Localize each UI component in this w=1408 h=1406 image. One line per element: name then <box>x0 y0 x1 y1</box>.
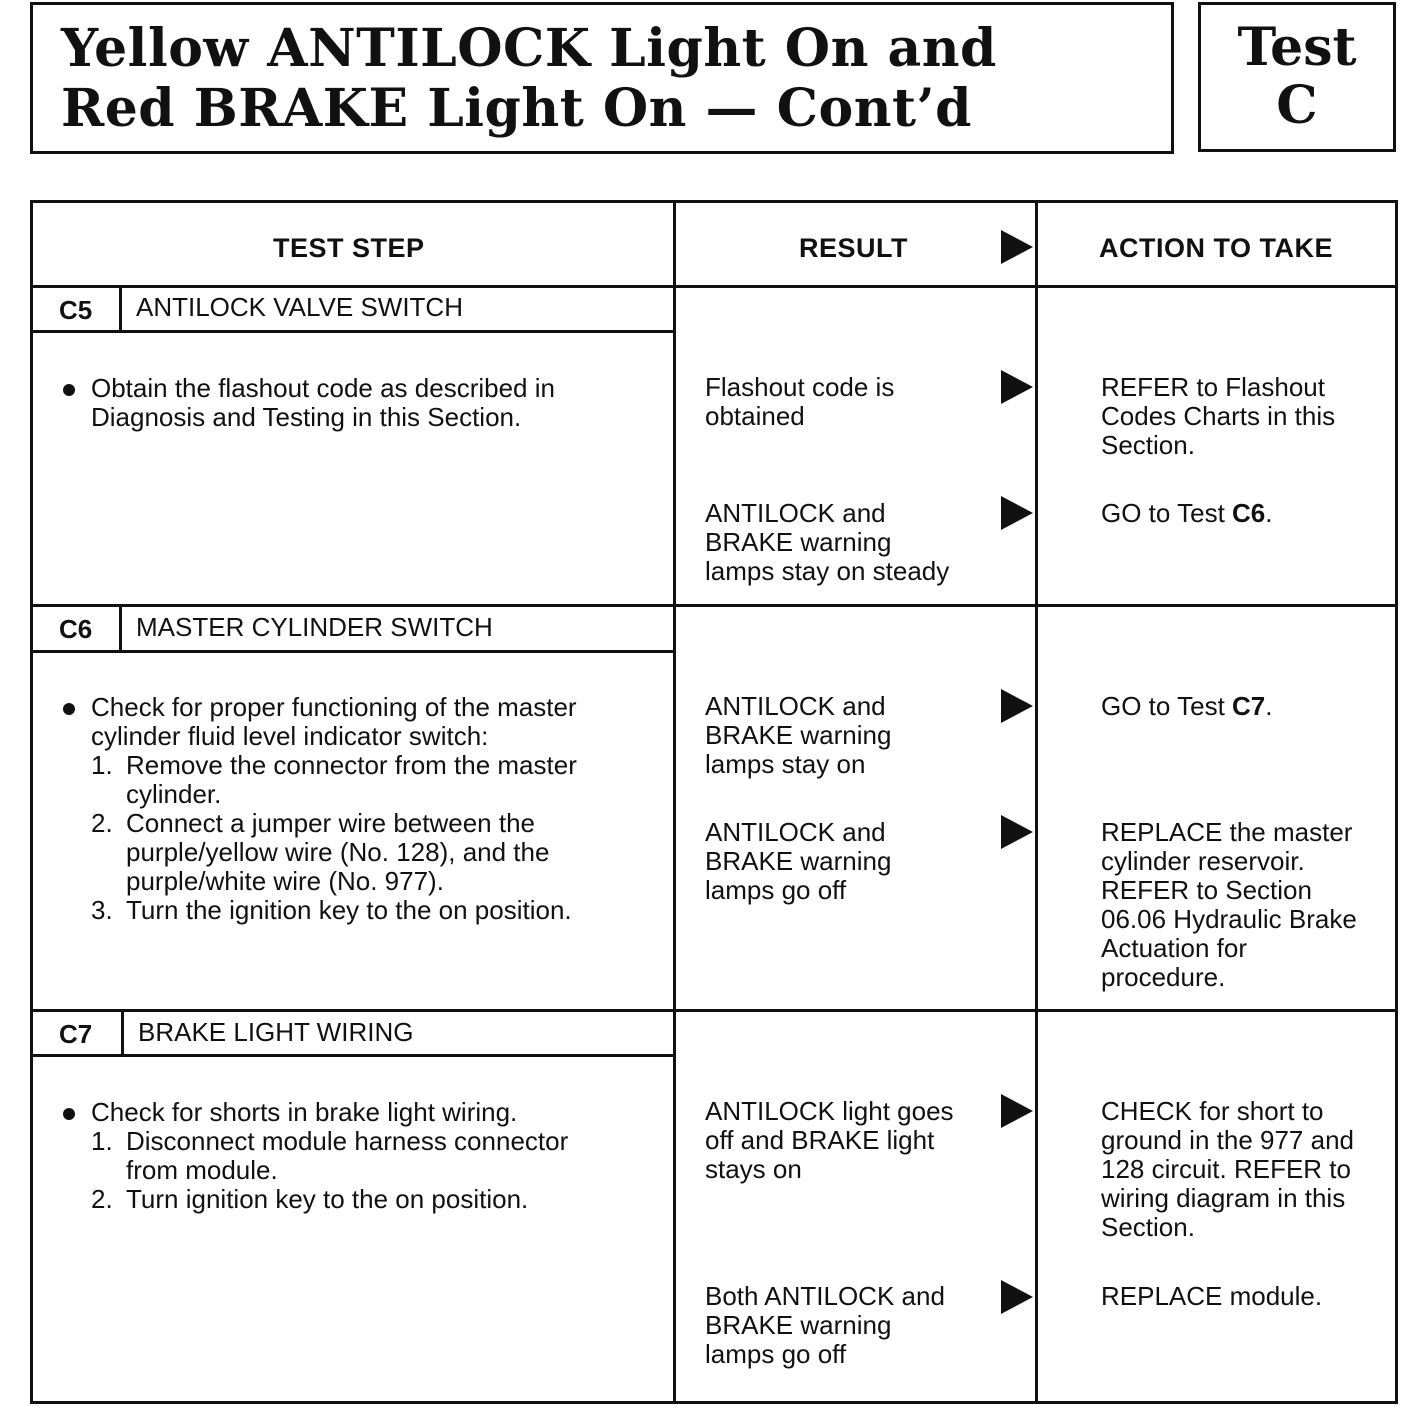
step-title: ANTILOCK VALVE SWITCH <box>136 292 463 322</box>
result-text: Flashout code is obtained <box>705 372 895 431</box>
sub-step-number: 2. <box>91 808 113 838</box>
step-instructions: Obtain the flashout code as described in Diagnosis and Testing in this Section. <box>91 373 555 432</box>
test-label: Test <box>1237 17 1357 78</box>
action-text <box>1101 692 1273 721</box>
test-reference: C6 <box>1232 498 1266 528</box>
sub-step-number: 2. <box>91 1184 113 1214</box>
step-title-divider <box>33 330 673 333</box>
arrow-icon <box>1001 1094 1033 1128</box>
column-divider <box>673 203 676 1401</box>
bullet-icon <box>63 384 75 396</box>
header-divider <box>33 285 1395 288</box>
arrow-icon <box>1001 230 1033 264</box>
title-box <box>30 2 1174 154</box>
result-text: ANTILOCK and BRAKE warning lamps go off <box>705 817 892 905</box>
action-text: REFER to Flashout Codes Charts in this Section. <box>1101 372 1336 460</box>
arrow-icon <box>1001 815 1033 849</box>
step-id: C5 <box>59 295 93 325</box>
step-id-divider <box>121 1011 124 1055</box>
step-title: BRAKE LIGHT WIRING <box>138 1017 414 1047</box>
step-id-divider <box>119 606 122 651</box>
bullet-icon <box>63 1108 75 1120</box>
action-text: REPLACE module. <box>1101 1281 1323 1311</box>
action-prefix: GO to Test <box>1101 498 1233 528</box>
sub-step-number: 1. <box>91 1126 113 1156</box>
arrow-icon <box>1001 689 1033 723</box>
column-header-test-step: TEST STEP <box>273 233 425 263</box>
arrow-icon <box>1001 1280 1033 1314</box>
step-id: C7 <box>59 1019 93 1049</box>
sub-step-number: 3. <box>91 895 113 925</box>
sub-step-number: 1. <box>91 750 113 780</box>
step-title-divider <box>33 1054 673 1057</box>
step-id: C6 <box>59 614 93 644</box>
action-suffix: . <box>1265 498 1273 528</box>
arrow-icon <box>1001 496 1033 530</box>
action-suffix: . <box>1265 691 1273 721</box>
test-letter: C <box>1276 75 1318 136</box>
action-prefix: GO to Test <box>1101 691 1233 721</box>
title-line-2: Red BRAKE Light On — Cont’d <box>61 78 972 139</box>
sub-step-text: Disconnect module harness connector from module. <box>126 1126 569 1185</box>
sub-step-text: Connect a jumper wire between the purple/yellow wire (No. 128), and the purple/white wire (No. 977). <box>126 808 550 896</box>
action-text: CHECK for short to ground in the 977 and 128 circuit. REFER to wiring diagram in this Section. <box>1101 1096 1354 1242</box>
action-text: REPLACE the master cylinder reservoir. REFER to Section 06.06 Hydraulic Brake Actuation for procedure. <box>1101 817 1357 992</box>
column-header-action: ACTION TO TAKE <box>1099 233 1333 263</box>
column-header-result: RESULT <box>799 233 908 263</box>
title-line-1: Yellow ANTILOCK Light On and <box>61 18 997 79</box>
bullet-icon <box>63 703 75 715</box>
row-divider <box>33 1009 1395 1012</box>
step-title: MASTER CYLINDER SWITCH <box>136 612 493 642</box>
sub-step-text: Turn the ignition key to the on position. <box>126 895 572 925</box>
column-divider <box>1035 203 1038 1401</box>
row-divider <box>33 604 1395 607</box>
sub-step-text: Turn ignition key to the on position. <box>126 1184 529 1214</box>
step-instructions: Check for proper functioning of the master cylinder fluid level indicator switch: <box>91 692 577 751</box>
result-text: ANTILOCK and BRAKE warning lamps stay on <box>705 691 892 779</box>
result-text: Both ANTILOCK and BRAKE warning lamps go off <box>705 1281 945 1369</box>
page-title <box>61 19 997 139</box>
arrow-icon <box>1001 370 1033 404</box>
step-instructions: Check for shorts in brake light wiring. <box>91 1097 518 1127</box>
result-text: ANTILOCK and BRAKE warning lamps stay on steady <box>705 498 950 586</box>
diagnostic-table <box>30 200 1398 1404</box>
sub-step-text: Remove the connector from the master cylinder. <box>126 750 577 809</box>
test-id-box <box>1198 2 1396 152</box>
step-title-divider <box>33 650 673 653</box>
result-text: ANTILOCK light goes off and BRAKE light stays on <box>705 1096 954 1184</box>
step-id-divider <box>119 287 122 331</box>
test-reference: C7 <box>1232 691 1266 721</box>
action-text <box>1101 499 1273 528</box>
